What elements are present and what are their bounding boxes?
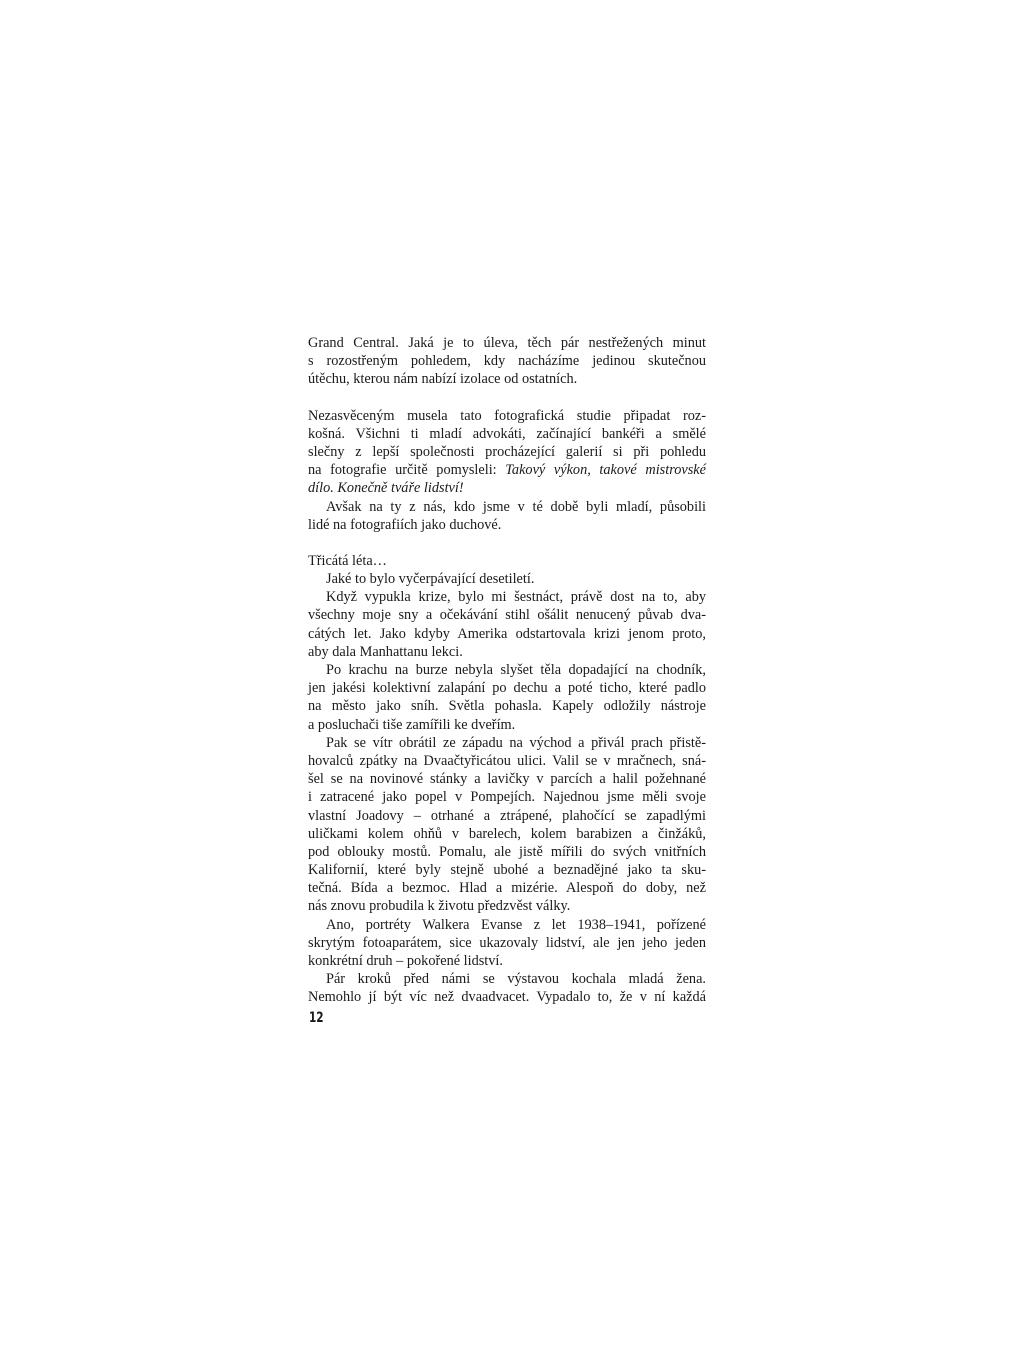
text-line: s rozostřeným pohledem, kdy nacházíme jedinou skutečnou <box>308 353 706 370</box>
section-break <box>308 534 706 552</box>
text-line: tečná. Bída a bezmoc. Hlad a mizérie. Alespoň do doby, než <box>308 880 706 897</box>
text-line: Nezasvěceným musela tato fotografická studie připadat roz- <box>308 407 706 424</box>
text-line: Pár kroků před námi se výstavou kochala mladá žena. <box>326 971 706 988</box>
paragraph <box>308 552 706 570</box>
text-line: vlastní Joadovy – otrhané a ztrápené, plahočící se zapadlými <box>308 807 706 824</box>
text-line: skrytým fotoaparátem, sice ukazovaly lidství, ale jen jeho jeden <box>308 934 706 951</box>
paragraph <box>308 334 706 389</box>
text-line: všechny moje sny a očekávání stihl ošálit nenucený půvab dva- <box>308 607 706 624</box>
page-number: 12 <box>309 1010 324 1026</box>
page-body <box>308 334 706 1007</box>
text-line: Avšak na ty z nás, kdo jsme v té době byli mladí, působili <box>326 498 706 515</box>
text-line: Když vypukla krize, bylo mi šestnáct, právě dost na to, aby <box>326 589 706 606</box>
text-line: Ano, portréty Walkera Evanse z let 1938–1941, pořízené <box>326 916 706 933</box>
text-line: Kalifornií, které byly stejně ubohé a beznadějné jako ta sku- <box>308 862 706 879</box>
text-line: pod oblouky mostů. Pomalu, ale jistě mířili do svých vnitřních <box>308 843 706 860</box>
section-break <box>308 389 706 407</box>
text-line: Nemohlo jí být víc než dvaadvacet. Vypadalo to, že v ní každá <box>308 989 706 1006</box>
text-line: šel se na novinové stánky a lavičky v parcích a halil požehnané <box>308 771 706 788</box>
text-line: konkrétní druh – pokořené lidství. <box>308 953 503 969</box>
text-line: Třicátá léta… <box>308 552 387 569</box>
text-line: cátých let. Jako kdyby Amerika odstartovala krizi jenom proto, <box>308 625 706 642</box>
text-line: lidé na fotografiích jako duchové. <box>308 516 502 533</box>
text-line: útěchu, kterou nám nabízí izolace od ostatních. <box>308 371 578 388</box>
paragraph <box>308 734 706 916</box>
text-line: na fotografie určitě pomysleli: Takový výkon, takové mistrovské <box>308 462 706 479</box>
paragraph <box>308 916 706 971</box>
text-line: Jaké to bylo vyčerpávající desetiletí. <box>326 571 535 588</box>
paragraph <box>308 588 706 661</box>
text-line: košná. Všichni ti mladí advokáti, začínající bankéři a smělé <box>308 425 706 442</box>
text-line: slečny z lepší společnosti procházející galerií si při pohledu <box>308 443 706 460</box>
paragraph <box>308 661 706 734</box>
text-line: a posluchači tiše zamířili ke dveřím. <box>308 716 516 733</box>
text-line: dílo. Konečně tváře lidství! <box>308 480 464 497</box>
italic-quote: Takový výkon, takové mistrovské <box>505 462 706 479</box>
text-line: hovalců zpátky na Dvaačtyřicátou ulici. Valil se v mračnech, sná- <box>308 752 706 769</box>
text-line: i zatracené jako popel v Pompejích. Najednou jsme měli svoje <box>308 789 706 806</box>
paragraph <box>308 407 706 498</box>
text-line: Po krachu na burze nebyla slyšet těla dopadající na chodník, <box>326 662 706 678</box>
text-line: jen jakési kolektivní zalapání po dechu a poté ticho, které padlo <box>308 680 706 697</box>
paragraph <box>308 970 706 1006</box>
text-line: Pak se vítr obrátil ze západu na východ a přivál prach přistě- <box>326 734 706 751</box>
text-line: Grand Central. Jaká je to úleva, těch pár nestřežených minut <box>308 335 706 351</box>
text-line: nás znovu probudila k životu předzvěst války. <box>308 898 571 915</box>
text-line: na město jako sníh. Světla pohasla. Kapely odložily nástroje <box>308 698 706 715</box>
paragraph <box>308 570 706 588</box>
text-line: uličkami kolem ohňů v barelech, kolem barabizen a činžáků, <box>308 825 706 842</box>
text-line: aby dala Manhattanu lekci. <box>308 643 463 660</box>
paragraph <box>308 498 706 534</box>
